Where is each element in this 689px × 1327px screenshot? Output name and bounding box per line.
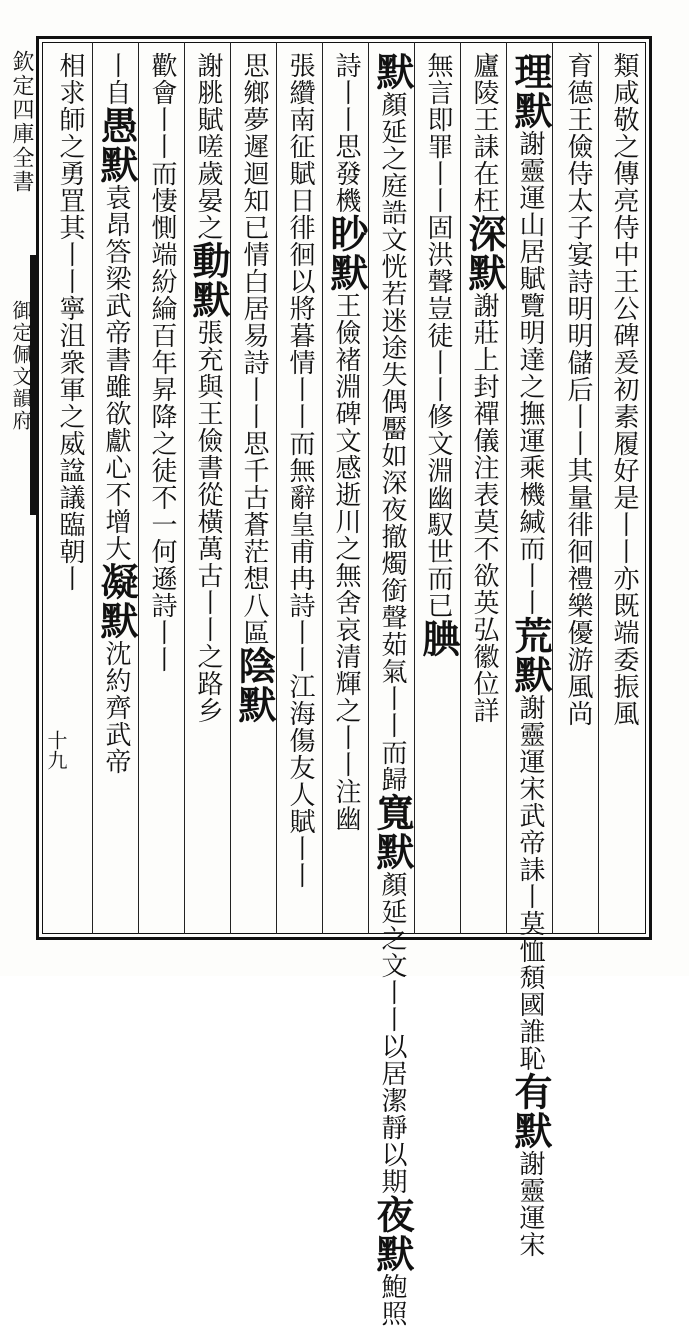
text-column-12 bbox=[94, 52, 138, 928]
entry-head: 凝默 bbox=[94, 562, 139, 640]
column-rule bbox=[368, 42, 369, 934]
entry-head: 腆 bbox=[416, 619, 461, 658]
text-column-6 bbox=[370, 52, 415, 1327]
text-column-1 bbox=[602, 52, 646, 928]
gutter-collection-title: 欽定四庫全書 bbox=[9, 50, 34, 194]
entry-head: 默 bbox=[370, 52, 415, 91]
entry-head: 眇默 bbox=[324, 214, 369, 292]
column-text: 廬陵王誄在枉 bbox=[469, 52, 499, 214]
column-text: 張充與王儉書從橫萬古丨丨之路乡 bbox=[193, 319, 223, 724]
text-column-11 bbox=[140, 52, 184, 928]
column-text: 無言即罪丨丨固洪聲豈徒丨丨修文淵幽馭世而已 bbox=[423, 52, 453, 619]
text-column-5 bbox=[416, 52, 460, 928]
entry-head: 深默 bbox=[462, 214, 507, 292]
entry-head: 陰默 bbox=[232, 646, 277, 724]
column-rule bbox=[506, 42, 507, 934]
text-column-10 bbox=[186, 52, 230, 928]
column-text: 沈約齊武帝 bbox=[101, 640, 131, 775]
entry-head: 夜默 bbox=[370, 1195, 415, 1273]
column-text: 思鄉夢遲迴知已情白居易詩丨丨思千古蒼茫想八區 bbox=[239, 52, 269, 646]
page-number: 十九 bbox=[44, 730, 68, 770]
column-rule bbox=[322, 42, 323, 934]
text-column-2 bbox=[556, 52, 600, 928]
text-column-13 bbox=[48, 52, 92, 928]
entry-head: 愚默 bbox=[94, 106, 139, 184]
entry-head: 寬默 bbox=[370, 793, 415, 871]
column-rule bbox=[276, 42, 277, 934]
column-rule bbox=[460, 42, 461, 934]
column-text: 謝靈運宋武帝誄丨莫恤頹國誰恥 bbox=[515, 694, 545, 1072]
gutter-book-title: 御定佩文韻府 bbox=[9, 300, 33, 432]
column-text: 謝脁賦嗟歲晏之 bbox=[193, 52, 223, 241]
entry-head: 理默 bbox=[508, 52, 553, 130]
column-text: 袁昂答梁武帝書雖欲獻心不增大 bbox=[101, 184, 131, 562]
column-text: 端紛綸百年昇降之徒不一何遜詩丨丨 bbox=[147, 241, 177, 673]
column-text: 丨自 bbox=[101, 52, 131, 106]
text-column-9 bbox=[232, 52, 276, 928]
text-column-3 bbox=[508, 52, 553, 1258]
entry-head: 有默 bbox=[508, 1072, 553, 1150]
column-text: 鮑照 bbox=[377, 1273, 407, 1327]
column-text: 顏延之文丨丨以居潔靜以期 bbox=[377, 871, 407, 1195]
column-rule bbox=[230, 42, 231, 934]
column-text: 相求師之勇罝其丨丨寧沮衆軍之威 bbox=[55, 52, 85, 457]
entry-head: 荒默 bbox=[508, 616, 553, 694]
column-text: 育德王儉侍太子宴詩明明儲后丨丨其量徘徊禮樂優游風尚 bbox=[563, 52, 593, 727]
column-rule bbox=[184, 42, 185, 934]
column-rule bbox=[552, 42, 553, 934]
column-text: 謝莊上封禪儀注表莫不欲英弘徽位詳 bbox=[469, 292, 499, 724]
column-text: 類咸敬之傳亮侍中王公碑爰初素履好是丨丨亦既端委振風 bbox=[609, 52, 639, 727]
column-text: 諡議臨朝丨 bbox=[55, 457, 85, 592]
column-rule bbox=[92, 42, 93, 934]
text-column-4 bbox=[462, 52, 506, 928]
text-column-8 bbox=[278, 52, 322, 928]
column-text: 顏延之庭誥文恍若迷途失偶靨如深夜撤燭銜聲茹氣丨丨而歸 bbox=[377, 91, 407, 793]
column-text: 歡會丨丨而悽惻 bbox=[147, 52, 177, 241]
text-column-7 bbox=[324, 52, 368, 928]
column-text: 謝靈運山居賦覽明達之撫運乘機緘而丨丨 bbox=[515, 130, 545, 616]
entry-head: 動默 bbox=[186, 241, 231, 319]
column-text: 王儉褚淵碑文感逝川之無舍哀清輝之丨丨注幽 bbox=[331, 292, 361, 832]
column-text: 謝靈運宋 bbox=[515, 1150, 545, 1258]
column-text: 張纘南征賦日徘徊以將暮情丨丨而無辭皇甫冉詩丨丨江海傷友人賦丨丨 bbox=[285, 52, 315, 889]
column-text: 詩丨丨思發機 bbox=[331, 52, 361, 214]
